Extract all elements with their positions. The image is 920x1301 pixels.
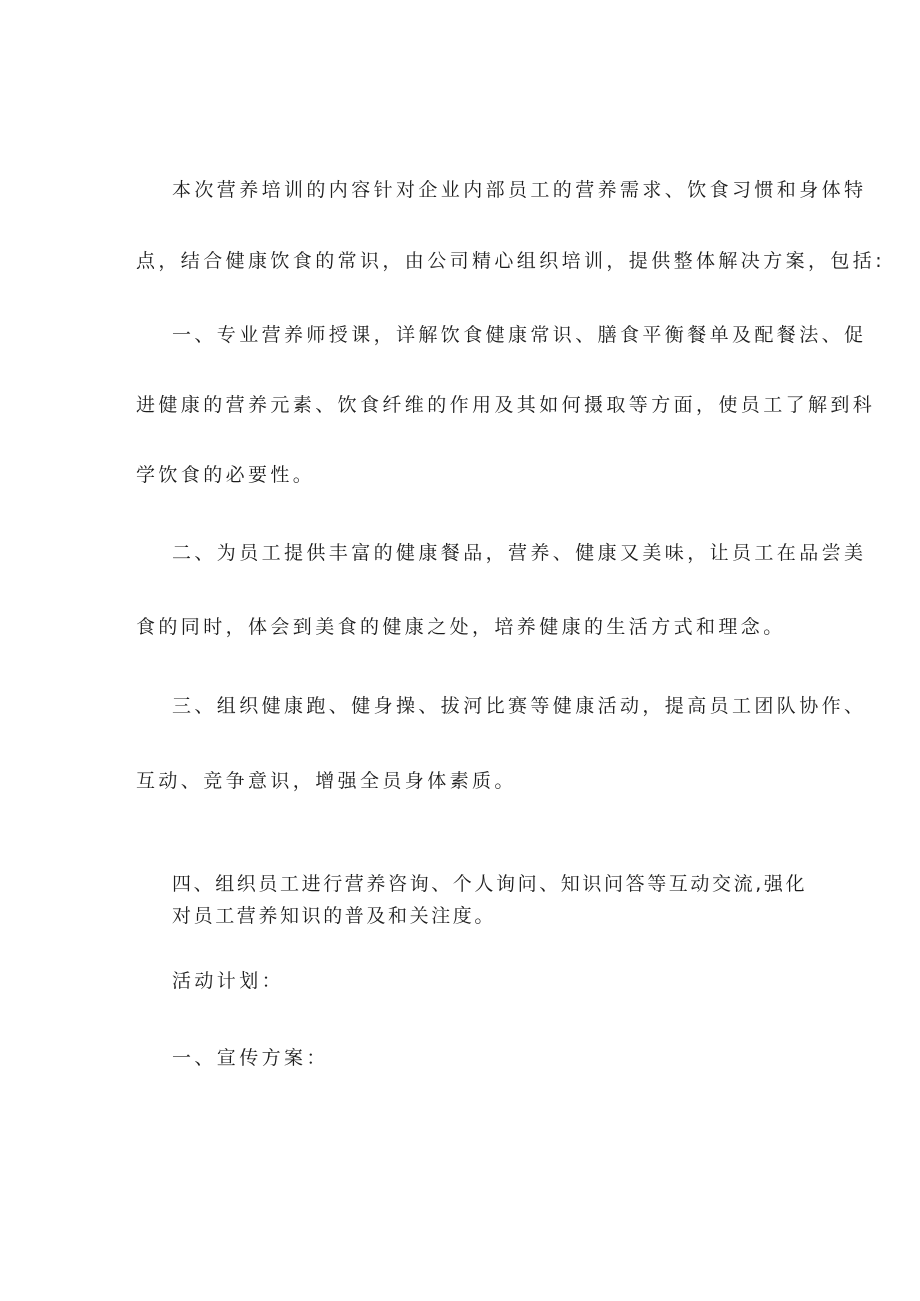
item-4-line-1: 四、组织员工进行营养咨询、个人询问、知识问答等互动交流,强化 (172, 873, 808, 895)
item-1-line-2: 进健康的营养元素、饮食纤维的作用及其如何摄取等方面，使员工了解到科 (136, 394, 876, 416)
plan-item-1-heading: 一、宣传方案： (172, 1047, 329, 1069)
item-2-line-1: 二、为员工提供丰富的健康餐品，营养、健康又美味，让员工在品尝美 (172, 542, 867, 564)
item-2-line-2: 食的同时，体会到美食的健康之处，培养健康的生活方式和理念。 (136, 616, 786, 638)
item-1-line-3: 学饮食的必要性。 (136, 464, 316, 486)
item-4-line-2: 对员工营养知识的普及和关注度。 (172, 905, 497, 927)
item-1-line-1: 一、专业营养师授课，详解饮食健康常识、膳食平衡餐单及配餐法、促 (172, 324, 867, 346)
item-3-line-2: 互动、竞争意识，增强全员身体素质。 (136, 770, 517, 792)
paragraph-intro-line-1: 本次营养培训的内容针对企业内部员工的营养需求、饮食习惯和身体特 (172, 179, 867, 201)
paragraph-intro-line-2: 点，结合健康饮食的常识，由公司精心组织培训，提供整体解决方案，包括: (136, 250, 886, 272)
plan-heading: 活动计划： (172, 970, 285, 992)
item-3-line-1: 三、组织健康跑、健身操、拔河比赛等健康活动，提高员工团队协作、 (172, 695, 867, 717)
